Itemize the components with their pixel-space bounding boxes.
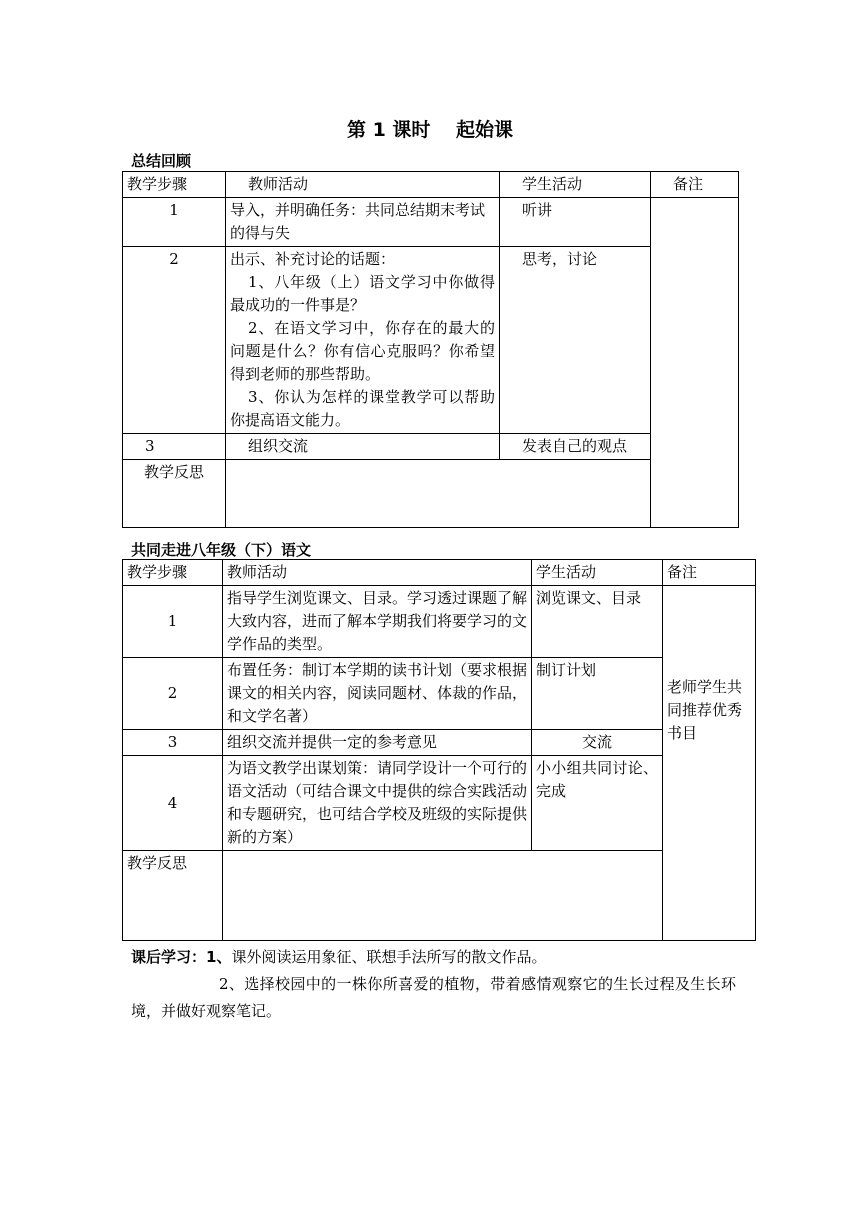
after-class-item-2: 2、选择校园中的一株你所喜爱的植物，带着感情观察它的生长过程及生长环境，并做好观察笔记。 (131, 975, 736, 1020)
reflection-content (223, 851, 663, 941)
note-cell: 老师学生共同推荐优秀书目 (663, 586, 756, 941)
step-cell: 3 (123, 730, 223, 756)
reflection-label: 教学反思 (123, 460, 226, 528)
header-teacher: 教师活动 (223, 560, 532, 586)
after-class-study (131, 944, 736, 1025)
header-teacher: 教师活动 (226, 172, 500, 198)
student-activity: 制订计划 (532, 658, 663, 730)
teacher-activity: 布置任务：制订本学期的读书计划（要求根据课文的相关内容，阅读同题材、体裁的作品，和文学名著） (223, 658, 532, 730)
header-step: 教学步骤 (123, 172, 226, 198)
item-1-number: 1、 (206, 948, 232, 966)
step-cell: 4 (123, 756, 223, 851)
student-activity: 发表自己的观点 (500, 434, 651, 460)
section1-table (122, 171, 739, 528)
teacher-activity: 为语文教学出谋划策：请同学设计一个可行的语文活动（可结合课文中提供的综合实践活动和专题研究，也可结合学校及班级的实际提供新的方案） (223, 756, 532, 851)
header-step: 教学步骤 (123, 560, 223, 586)
topic-item: 2、在语文学习中，你存在的最大的问题是什么？你有信心克服吗？你希望得到老师的那些帮助。 (230, 319, 495, 383)
step-cell: 1 (123, 586, 223, 658)
topic-intro: 出示、补充讨论的话题： (230, 250, 396, 268)
teacher-activity: 导入，并明确任务：共同总结期末考试的得与失 (226, 198, 500, 247)
header-student: 学生活动 (500, 172, 651, 198)
page-title: 第 1 课时 起始课 (346, 119, 514, 141)
student-activity: 听讲 (500, 198, 651, 247)
topic-item: 1、八年级（上）语文学习中你做得最成功的一件事是？ (230, 273, 495, 314)
header-note: 备注 (663, 560, 756, 586)
after-class-label: 课后学习： (131, 948, 207, 966)
step-cell: 2 (123, 247, 226, 434)
section2-table (122, 559, 756, 941)
student-activity: 浏览课文、目录 (532, 586, 663, 658)
after-class-line-1 (131, 944, 736, 971)
topic-item: 3、你认为怎样的课堂教学可以帮助你提高语文能力。 (230, 388, 495, 429)
note-cell (651, 198, 739, 528)
teacher-activity: 组织交流并提供一定的参考意见 (223, 730, 532, 756)
teacher-activity: 组织交流 (226, 434, 500, 460)
section2-heading: 共同走进八年级（下）语文 (131, 541, 312, 559)
reflection-label: 教学反思 (123, 851, 223, 941)
step-cell: 1 (123, 198, 226, 247)
student-activity: 交流 (532, 730, 663, 756)
teacher-activity: 指导学生浏览课文、目录。学习透过课题了解大致内容，进而了解本学期我们将要学习的文学作品的类型。 (223, 586, 532, 658)
reflection-content (226, 460, 651, 528)
student-activity: 小小组共同讨论、完成 (532, 756, 663, 851)
step-cell: 3 (123, 434, 226, 460)
item-1-text: 课外阅读运用象征、联想手法所写的散文作品。 (231, 948, 547, 966)
header-note: 备注 (651, 172, 739, 198)
student-activity: 思考，讨论 (500, 247, 651, 434)
teacher-activity (226, 247, 500, 434)
step-cell: 2 (123, 658, 223, 730)
header-student: 学生活动 (532, 560, 663, 586)
section1-heading: 总结回顾 (131, 152, 192, 170)
